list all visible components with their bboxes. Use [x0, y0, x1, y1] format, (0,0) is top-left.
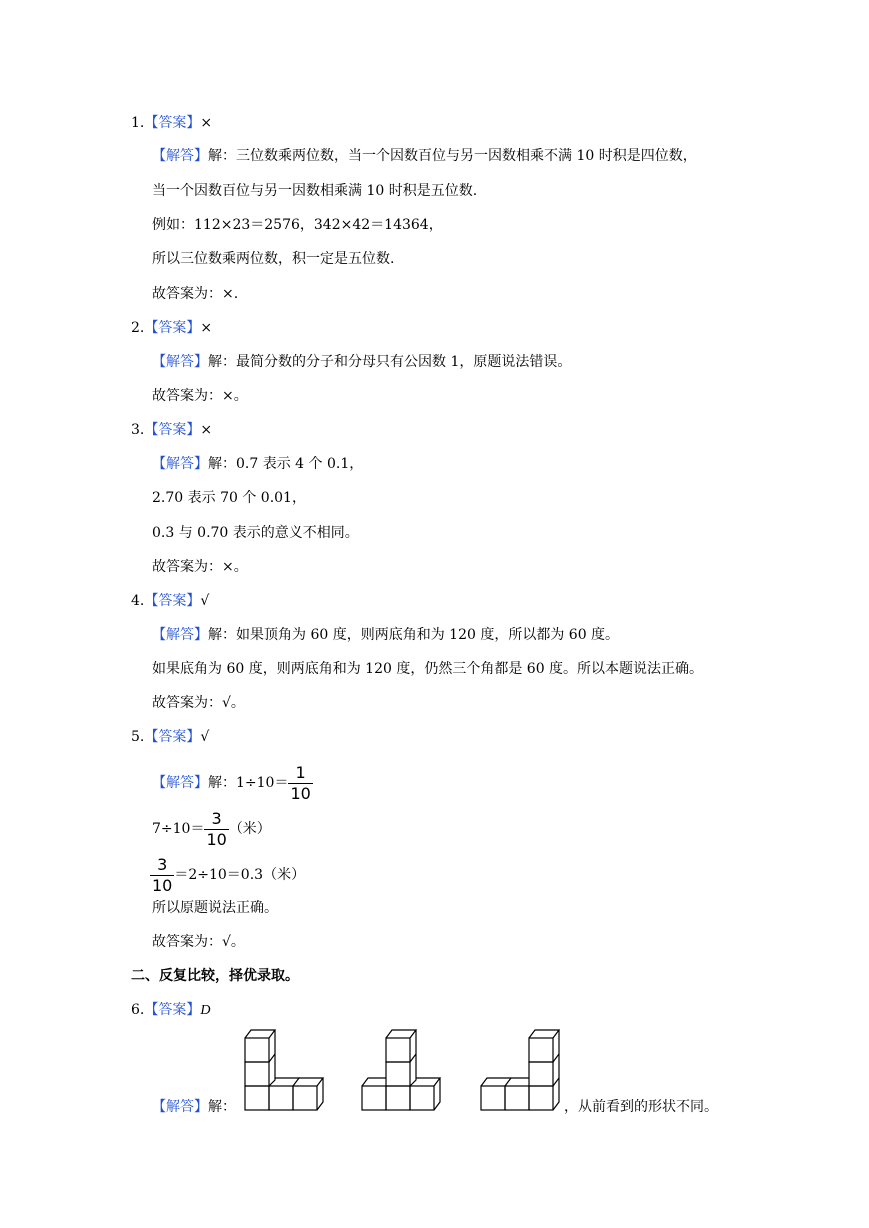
q5-solution-prefix-2: 7÷10＝ [152, 821, 205, 837]
q5-number: 5. [131, 729, 145, 745]
q6-number: 6. [131, 1002, 145, 1018]
q1-number: 1. [131, 115, 145, 131]
q3-answer-line [131, 421, 212, 439]
q2-answer-tag: 【答案】 [144, 320, 201, 336]
q6-solution-line [152, 1098, 236, 1116]
q1-solution-text-1: 解：三位数乘两位数，当一个因数百位与另一因数相乘不满 10 时积是四位数， [208, 148, 697, 164]
q5-fraction-2-denominator: 10 [206, 829, 227, 849]
q5-solution-suffix-3: ＝2÷10＝0.3（米） [174, 867, 306, 883]
q5-fraction-2 [204, 810, 228, 849]
q3-answer-tag: 【答案】 [144, 422, 201, 438]
q4-solution-tag: 【解答】 [152, 627, 208, 643]
cube-figure-2 [362, 1030, 440, 1110]
q4-answer: √ [200, 593, 210, 609]
q3-solution-text-1: 解：0.7 表示 4 个 0.1， [208, 456, 364, 472]
q5-answer-tag: 【答案】 [144, 729, 201, 745]
q1-solution-line-1 [152, 147, 697, 165]
q2-solution-text-1: 解：最简分数的分子和分母只有公因数 1，原题说法错误。 [208, 354, 572, 370]
q5-fraction-3-numerator: 3 [157, 854, 168, 874]
q4-number: 4. [131, 593, 145, 609]
q4-solution-line-2: 如果底角为 60 度，则两底角和为 120 度，仍然三个角都是 60 度。所以本题说法正确。 [152, 661, 704, 677]
q3-solution-line-3: 0.3 与 0.70 表示的意义不相同。 [152, 525, 359, 541]
q5-solution-tag: 【解答】 [152, 775, 208, 791]
q5-fraction-1-denominator: 10 [290, 783, 311, 803]
q5-fraction-1 [288, 764, 312, 803]
q3-solution-tag: 【解答】 [152, 456, 208, 472]
q2-number: 2. [131, 320, 145, 336]
q5-solution-line-2 [152, 809, 271, 849]
q1-answer-line [131, 114, 212, 132]
q1-answer: × [200, 115, 213, 131]
section-heading: 二、反复比较，择优录取。 [131, 968, 299, 984]
q5-solution-prefix-1: 解：1÷10＝ [208, 775, 289, 791]
q5-solution-suffix-2: （米） [228, 821, 271, 837]
q3-solution-line-1 [152, 455, 363, 473]
cube-figure-3 [481, 1030, 559, 1110]
q3-solution-line-4: 故答案为：×。 [152, 559, 248, 575]
q5-solution-line-3 [150, 855, 305, 895]
q2-solution-tag: 【解答】 [152, 354, 208, 370]
q5-answer: √ [200, 729, 210, 745]
cube-figures [236, 1020, 566, 1116]
q1-answer-tag: 【答案】 [144, 115, 201, 131]
q6-answer: D [200, 1003, 211, 1018]
q4-solution-line-1 [152, 626, 619, 644]
cube-figure-1 [245, 1030, 323, 1110]
q3-number: 3. [131, 422, 145, 438]
q1-solution-line-5: 故答案为：×. [152, 286, 239, 302]
q6-solution-prefix: 解： [208, 1099, 236, 1115]
q3-solution-line-2: 2.70 表示 70 个 0.01， [152, 490, 306, 506]
q6-solution-suffix: ，从前看到的形状不同。 [564, 1099, 718, 1115]
q5-solution-line-5: 故答案为：√。 [152, 934, 245, 950]
q5-solution-line-4: 所以原题说法正确。 [152, 900, 278, 916]
q4-solution-line-3: 故答案为：√。 [152, 695, 245, 711]
q5-fraction-1-numerator: 1 [295, 762, 306, 782]
q4-answer-line [131, 592, 209, 610]
q2-answer-line [131, 319, 212, 337]
q1-solution-line-3: 例如：112×23＝2576，342×42＝14364， [152, 217, 443, 233]
q5-fraction-2-numerator: 3 [211, 808, 222, 828]
q6-solution-tag: 【解答】 [152, 1099, 208, 1115]
q5-answer-line [131, 728, 209, 746]
q1-solution-line-2: 当一个因数百位与另一因数相乘满 10 时积是五位数. [152, 183, 478, 199]
q6-answer-line [131, 1001, 210, 1020]
q2-solution-line-2: 故答案为：×。 [152, 388, 248, 404]
q6-answer-tag: 【答案】 [144, 1002, 201, 1018]
q2-solution-line-1 [152, 353, 571, 371]
q4-answer-tag: 【答案】 [144, 593, 201, 609]
q5-solution-line-1 [152, 763, 313, 803]
q4-solution-text-1: 解：如果顶角为 60 度，则两底角和为 120 度，所以都为 60 度。 [208, 627, 620, 643]
q3-answer: × [200, 422, 213, 438]
q5-fraction-3 [150, 856, 174, 895]
q1-solution-tag: 【解答】 [152, 148, 208, 164]
q5-fraction-3-denominator: 10 [152, 875, 173, 895]
q1-solution-line-4: 所以三位数乘两位数，积一定是五位数. [152, 251, 395, 267]
q2-answer: × [200, 320, 213, 336]
